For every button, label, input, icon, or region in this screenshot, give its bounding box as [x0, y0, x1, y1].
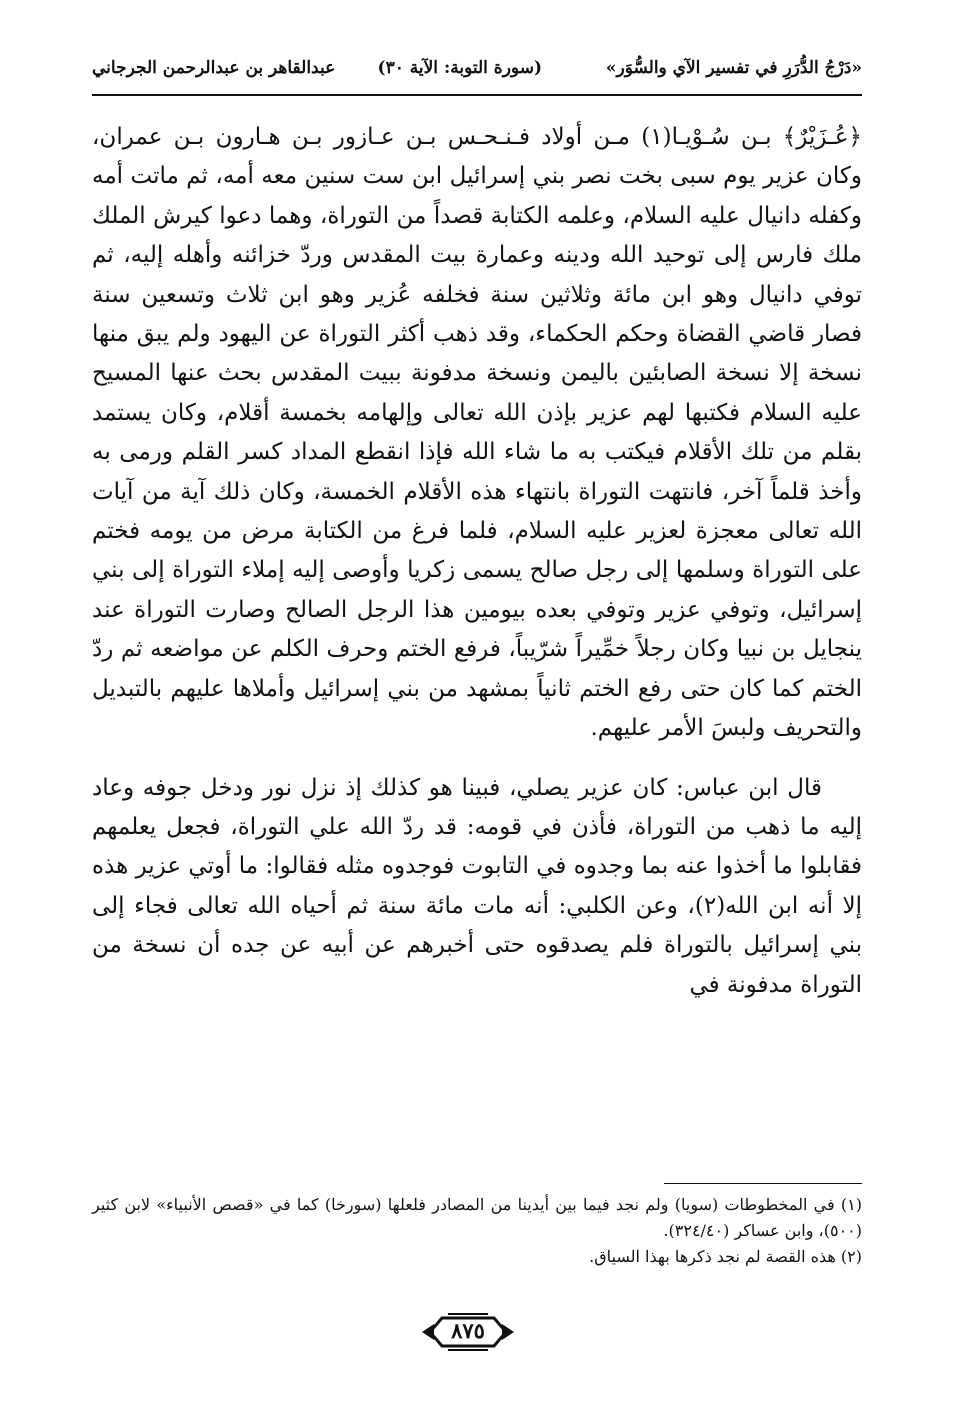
header-divider [92, 94, 862, 96]
footnotes [92, 1192, 862, 1270]
page-number: ٨٧٥ [451, 1318, 485, 1343]
footnote-divider [664, 1183, 862, 1184]
main-text [92, 118, 862, 1005]
author-name: عبدالقاهر بن عبدالرحمن الجرجاني [92, 58, 336, 78]
footnote-2: (٢) هذه القصة لم نجد ذكرها بهذا السياق. [589, 1247, 862, 1266]
book-title: «دَرْجُ الدُّرَرِ في تفسير الآي والسُّوَر» [605, 58, 862, 78]
running-header [92, 58, 862, 94]
footnote-1: (١) في المخطوطات (سويا) ولم نجد فيما بين أيدينا من المصادر فلعلها (سورخا) كما في «قصص الأنبياء» لابن كثير (٥٠٠)، وابن عساكر (٣٢٤/٤٠). [92, 1195, 862, 1240]
paragraph-2: قال ابن عباس: كان عزير يصلي، فبينا هو كذلك إذ نزل نور ودخل جوفه وعاد إليه ما ذهب من التوراة، فأذن في قومه: قد ردّ الله علي التوراة، فجعل يعلمهم فقابلوا ما أخذوا عنه بما وجدوه في التابوت فوجدوه مثله فقالوا: ما أوتي عزير هذه إلا أنه ابن الله(٢)، وعن الكلبي: أنه مات مائة سنة ثم أحياه الله تعالى فجاء إلى بني إسرائيل بالتوراة فلم يصدقوه حتى أخبرهم عن أبيه عن جده أن نسخة من التوراة مدفونة في [92, 774, 862, 998]
surah-reference: (سورة التوبة: الآية ٣٠) [377, 58, 542, 78]
paragraph-1: ﴿عُـزَيْرٌ﴾ بـن سُـوْيـا(١) مـن أولاد فـنـحـس بـن عـازور بـن هـارون بـن عمران، وكان عزير يوم سبى بخت نصر بني إسرائيل ابن ست سنين معه أمه، ثم ماتت أمه وكفله دانيال عليه السلام، وعلمه الكتابة قصداً من التوراة، وهما دعوا كيرش الملك ملك فارس إلى توحيد الله ودينه وعمارة بيت المقدس وردّ خزائنه وأهله إليه، ثم توفي دانيال وهو ابن مائة وثلاثين سنة فخلفه عُزير وهو ابن ثلاث وتسعين سنة فصار قاضي القضاة وحكم الحكماء، وقد ذهب أكثر التوراة عن اليهود ولم يبق منها نسخة إلا نسخة الصابئين باليمن ونسخة مدفونة ببيت المقدس بحث عنها المسيح عليه السلام فكتبها لهم عزير بإذن الله تعالى وإلهامه بخمسة أقلام، وكان يستمد بقلم من تلك الأقلام فيكتب به ما شاء الله فإذا انقطع المداد كسر القلم ورمى به وأخذ قلماً آخر، فانتهت التوراة بانتهاء هذه الأقلام الخمسة، وكان ذلك آية من آيات الله تعالى معجزة لعزير عليه السلام، فلما فرغ من الكتابة مرض من يومه فختم على التوراة وسلمها إلى رجل صالح يسمى زكريا وأوصى إليه إملاء التوراة إلى بني إسرائيل، وتوفي عزير وتوفي بعده بيومين هذا الرجل الصالح وصارت التوراة عند ينجايل بن نبيا وكان رجلاً خمِّيراً شرّيباً، فرفع الختم وحرف الكلم عن مواضعه ثم ردّ الختم كما كان حتى رفع الختم ثانياً بمشهد من بني إسرائيل وأملاها عليهم بالتبديل والتحريف ولبسَ الأمر عليهم. [92, 124, 862, 742]
